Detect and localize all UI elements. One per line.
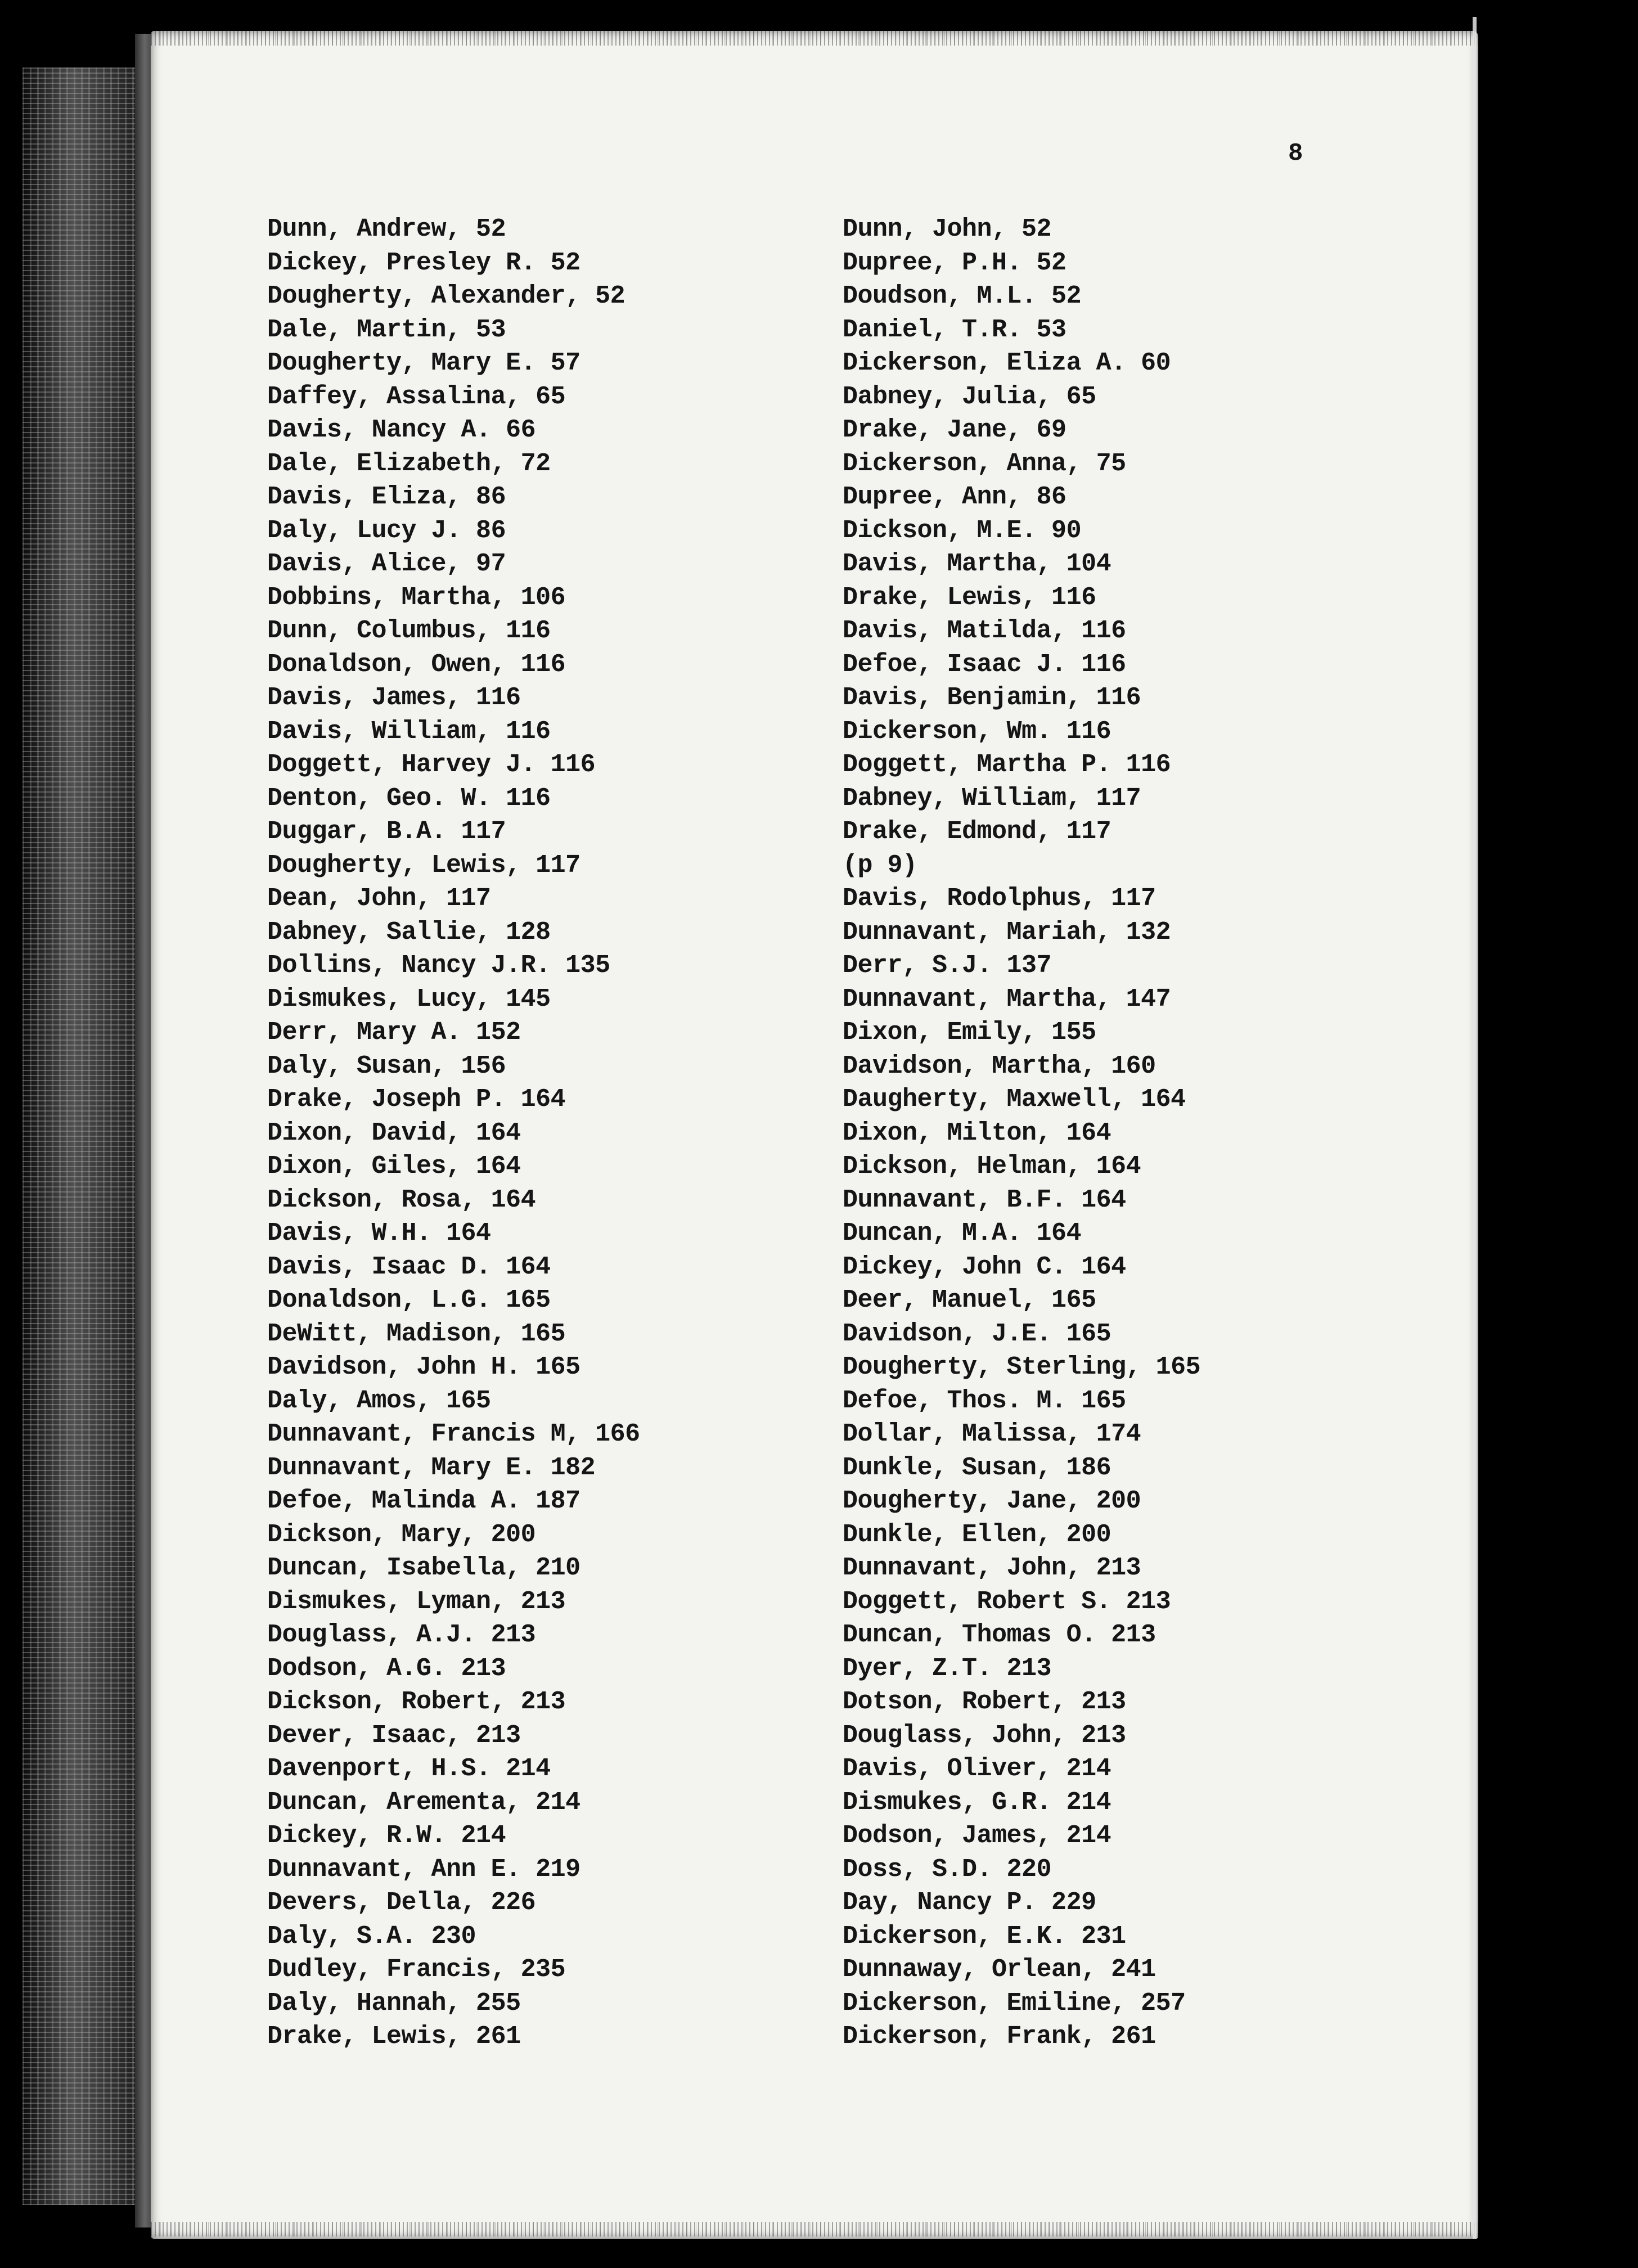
index-entry: Dickerson, Eliza A. 60 [843,349,1171,377]
index-entry: Daly, Amos, 165 [267,1386,491,1415]
index-entry: Davis, Martha, 104 [843,550,1112,578]
index-entry: Dismukes, Lyman, 213 [267,1587,566,1616]
index-entry: Derr, Mary A. 152 [267,1018,521,1047]
index-entry: Doggett, Robert S. 213 [843,1587,1171,1616]
index-entry: Day, Nancy P. 229 [843,1888,1096,1917]
index-entry: Doggett, Martha P. 116 [843,750,1171,779]
index-entry: Drake, Lewis, 261 [267,2022,521,2051]
index-entry: Dunnavant, Mary E. 182 [267,1453,596,1482]
index-entry: Duncan, M.A. 164 [843,1219,1082,1248]
index-entry: Dunnavant, Ann E. 219 [267,1855,580,1884]
index-entry: Dunn, John, 52 [843,215,1052,244]
index-entry: Dixon, Milton, 164 [843,1118,1112,1148]
index-entry: Drake, Lewis, 116 [843,583,1096,612]
index-entry: Davidson, John H. 165 [267,1353,580,1382]
index-entry: Dickerson, E.K. 231 [843,1922,1126,1951]
index-entry: Duncan, Isabella, 210 [267,1554,580,1582]
index-entry: Dale, Elizabeth, 72 [267,449,551,478]
index-entry: Dale, Martin, 53 [267,315,506,344]
index-entry: Dunnaway, Orlean, 241 [843,1955,1156,1984]
index-entry: Duncan, Arementa, 214 [267,1788,580,1817]
index-column-right [843,213,1200,2054]
index-entry: Davis, William, 116 [267,717,551,746]
index-entry: Dunnavant, B.F. 164 [843,1185,1126,1214]
index-entry: Dabney, Julia, 65 [843,382,1096,411]
index-entry: Davidson, Martha, 160 [843,1051,1156,1081]
index-entry: Davis, Nancy A. 66 [267,416,536,444]
index-entry: Daffey, Assalina, 65 [267,382,566,411]
page-bottom-edge-noise [151,2222,1478,2236]
index-entry: Dismukes, G.R. 214 [843,1788,1112,1817]
index-entry: Davis, Benjamin, 116 [843,683,1141,712]
index-entry: Donaldson, L.G. 165 [267,1286,551,1315]
index-entry: Dixon, Giles, 164 [267,1152,521,1181]
index-entry: Daugherty, Maxwell, 164 [843,1085,1186,1114]
index-entry: Davenport, H.S. 214 [267,1754,551,1783]
index-entry: Davis, Alice, 97 [267,550,506,578]
page-number: 8 [1288,140,1303,168]
index-entry: Dyer, Z.T. 213 [843,1654,1052,1683]
index-entry: Drake, Edmond, 117 [843,817,1112,846]
index-entry: Dodson, James, 214 [843,1821,1112,1850]
index-entry: Defoe, Thos. M. 165 [843,1386,1126,1415]
index-entry: Dunn, Columbus, 116 [267,616,551,645]
index-entry: Dunnavant, Martha, 147 [843,984,1171,1014]
index-entry: Dickerson, Frank, 261 [843,2022,1156,2051]
index-entry: Dickson, Helman, 164 [843,1152,1141,1181]
index-entry: Dougherty, Mary E. 57 [267,349,580,377]
index-entry: Dunkle, Ellen, 200 [843,1520,1112,1549]
index-entry: Devers, Della, 226 [267,1888,536,1917]
index-entry: Davis, Matilda, 116 [843,616,1126,645]
index-entry: Daly, S.A. 230 [267,1922,476,1951]
index-entry: Dougherty, Lewis, 117 [267,850,580,880]
index-entry: Duncan, Thomas O. 213 [843,1621,1156,1649]
index-entry: Dickson, M.E. 90 [843,516,1082,545]
index-entry: Dever, Isaac, 213 [267,1721,521,1750]
index-entry: Duggar, B.A. 117 [267,817,506,846]
index-entry: Dickey, Presley R. 52 [267,248,580,277]
index-entry: Dupree, Ann, 86 [843,483,1066,511]
index-entry: DeWitt, Madison, 165 [267,1319,566,1348]
index-entry: Dean, John, 117 [267,884,491,913]
index-entry: Daly, Lucy J. 86 [267,516,506,545]
index-entry: Doudson, M.L. 52 [843,282,1082,310]
index-entry: Dixon, Emily, 155 [843,1018,1096,1047]
index-entry: Dickey, John C. 164 [843,1252,1126,1281]
index-entry: Dunkle, Susan, 186 [843,1453,1112,1482]
index-entry: Dougherty, Alexander, 52 [267,282,626,310]
index-entry: Dougherty, Jane, 200 [843,1487,1141,1515]
index-entry: Dickerson, Wm. 116 [843,717,1112,746]
index-entry: Dougherty, Sterling, 165 [843,1353,1201,1382]
index-entry: Dollins, Nancy J.R. 135 [267,951,610,980]
index-entry: Davidson, J.E. 165 [843,1319,1112,1348]
index-entry: (p 9) [843,850,917,880]
index-entry: Dobbins, Martha, 106 [267,583,566,612]
index-entry: Dickson, Robert, 213 [267,1688,566,1716]
index-entry: Davis, Isaac D. 164 [267,1252,551,1281]
index-entry: Dabney, Sallie, 128 [267,917,551,947]
index-entry: Dudley, Francis, 235 [267,1955,566,1984]
binding-edge [22,68,135,2205]
index-entry: Dunnavant, John, 213 [843,1554,1141,1582]
index-entry: Derr, S.J. 137 [843,951,1052,980]
page-top-edge-noise [151,31,1478,46]
index-entry: Daniel, T.R. 53 [843,315,1066,344]
index-entry: Davis, Rodolphus, 117 [843,884,1156,913]
index-entry: Daly, Hannah, 255 [267,1988,521,2018]
index-entry: Drake, Jane, 69 [843,416,1066,444]
index-entry: Davis, James, 116 [267,683,521,712]
index-entry: Dabney, William, 117 [843,784,1141,813]
index-entry: Douglass, John, 213 [843,1721,1126,1750]
index-entry: Dickson, Mary, 200 [267,1520,536,1549]
index-entry: Douglass, A.J. 213 [267,1621,536,1649]
index-entry: Doss, S.D. 220 [843,1855,1052,1884]
index-entry: Drake, Joseph P. 164 [267,1085,566,1114]
index-entry: Davis, Eliza, 86 [267,483,506,511]
index-entry: Defoe, Isaac J. 116 [843,650,1126,679]
index-entry: Daly, Susan, 156 [267,1051,506,1081]
index-entry: Davis, Oliver, 214 [843,1754,1112,1783]
index-entry: Dollar, Malissa, 174 [843,1420,1141,1448]
page-right-edge [1473,17,1477,2239]
index-entry: Dickey, R.W. 214 [267,1821,506,1850]
index-entry: Davis, W.H. 164 [267,1219,491,1248]
index-entry: Dunn, Andrew, 52 [267,215,506,244]
index-entry: Dunnavant, Mariah, 132 [843,917,1171,947]
index-entry: Dickerson, Emiline, 257 [843,1988,1186,2018]
index-entry: Dunnavant, Francis M, 166 [267,1420,640,1448]
index-entry: Dickson, Rosa, 164 [267,1185,536,1214]
index-entry: Defoe, Malinda A. 187 [267,1487,580,1515]
index-entry: Dupree, P.H. 52 [843,248,1066,277]
index-entry: Donaldson, Owen, 116 [267,650,566,679]
index-entry: Deer, Manuel, 165 [843,1286,1096,1315]
index-entry: Denton, Geo. W. 116 [267,784,551,813]
index-entry: Dodson, A.G. 213 [267,1654,506,1683]
index-entry: Dotson, Robert, 213 [843,1688,1126,1716]
index-column-left [267,213,640,2054]
index-entry: Dickerson, Anna, 75 [843,449,1126,478]
index-entry: Dixon, David, 164 [267,1118,521,1148]
index-entry: Doggett, Harvey J. 116 [267,750,596,779]
index-entry: Dismukes, Lucy, 145 [267,984,551,1014]
